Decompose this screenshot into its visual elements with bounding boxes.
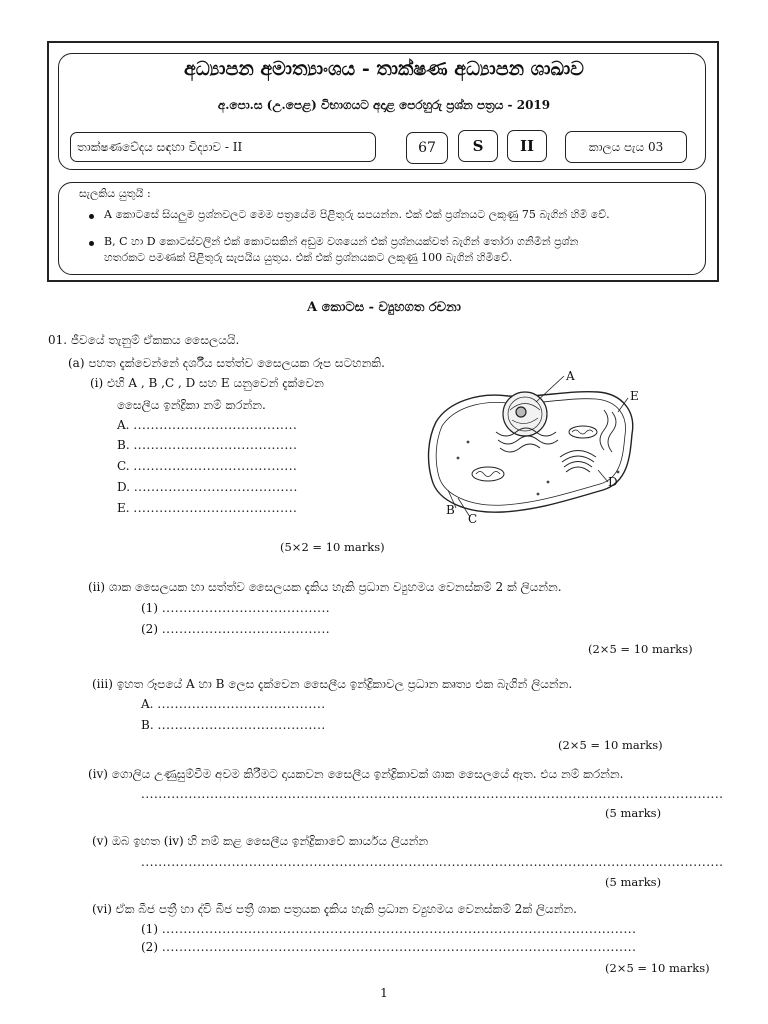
instructions-label: සැලකිය යුතුයි : [79,187,151,200]
instruction-item-2-line-1: B, C හා D කොටස්වලින් එක් කොටසකින් අඩුම වශයෙන් එක් ප්‍රශ්නයක්වත් බැගින් තෝරා ගනිමින් ප්‍රශ්න [104,235,579,248]
time-box [565,131,687,163]
answer-line-B[interactable]: B. ...................................... [117,438,298,452]
answer-line-iii-A[interactable]: A. ....................................... [141,697,326,711]
subject-name: තාක්ෂණවේදය සඳහා විද්‍යාව - II [77,139,243,154]
answer-line-ii-2[interactable]: (2) ....................................... [141,622,331,636]
answer-label: B. [141,718,154,732]
answer-label: C. [117,459,130,473]
answer-label: (2) [141,940,158,954]
instruction-item-2-line-2: හතරකට පමණක් පිළිතුරු සැපයිය යුතුය. එක් එක් ප්‍රශ්නයකට ලකුණු 100 බැගින් හිමිවේ. [104,251,513,264]
answer-line-A[interactable]: A. ...................................... [117,418,298,432]
animal-cell-diagram [418,362,650,530]
answer-line-iv[interactable]: ....................................................................................................................................... [141,787,724,801]
question-1a-v: (v) ඔබ ඉහත (iv) හි නම් කළ සෛලීය ඉන්ද්‍රිකාවේ කාර්යය ලියන්න [92,834,429,848]
question-1-stem: 01. ජීවයේ තැනුම් ඒකකය සෛලයයි. [48,333,240,347]
code-letter: S [472,137,484,155]
answer-label: (2) [141,622,158,636]
diagram-label-E: E [630,389,639,403]
answer-line-v[interactable]: ....................................................................................................................................... [141,855,724,869]
paper-number: II [519,137,535,155]
question-1a-iv: (iv) ගොලිය උණුසුම්වීම අවම කිරීමට දායකවන සෛලීය ඉන්ද්‍රිකාවක් ශාක සෛලයේ ඇත. එය නම් කරන්න. [88,767,624,781]
paper-number-box [507,130,547,162]
marks-iii: (2×5 = 10 marks) [558,738,663,752]
page-number: 1 [380,986,388,1000]
section-title: A කොටස - ව්‍යුහගත රචනා [307,300,461,315]
diagram-label-D: D [608,475,618,489]
subject-box [70,132,376,162]
answer-label: A. [117,418,130,432]
answer-label: (1) [141,601,158,615]
bullet-icon [89,241,94,246]
subject-code-box [406,132,448,164]
answer-line-vi-1[interactable]: (1) .............................................................................................................. [141,922,637,936]
question-1a-vi: (vi) ඒක බීජ පත්‍රී හා ද්වි බීජ පත්‍රී ශාක පත්‍රයක දැකිය හැකි ප්‍රධාන ව්‍යුහමය වෙනස්කම් 2ක් ලියන්න. [92,902,577,916]
answer-label: D. [117,480,131,494]
subject-code: 67 [418,140,436,156]
bullet-icon [89,214,94,219]
question-1a: (a) පහත දැක්වෙන්නේ දර්ශීය සත්ත්ව සෛලයක රූප සටහනකි. [68,356,385,370]
answer-line-D[interactable]: D. ...................................... [117,480,298,494]
time-allowed: කාලය පැය 03 [588,139,664,154]
code-letter-box [458,130,498,162]
exam-subtitle: අ.පො.ස (උ.පෙළ) විභාගයට අදාළ පෙරහුරු ප්‍රශ්න පත්‍රය - 2019 [217,98,551,112]
marks-v: (5 marks) [605,875,662,889]
answer-label: A. [141,697,154,711]
diagram-label-A: A [566,369,575,383]
marks-vi: (2×5 = 10 marks) [605,961,710,975]
ministry-title: අධ්‍යාපන අමාත්‍යාංශය - තාක්ෂණ අධ්‍යාපන ශාඛාව [184,58,584,80]
question-1a-ii: (ii) ශාක සෛලයක හා සත්ත්ව සෛලයක දැකිය හැකි ප්‍රධාන ව්‍යුහමය වෙනස්කම් 2 ක් ලියන්න. [88,580,562,594]
answer-line-iii-B[interactable]: B. ....................................... [141,718,326,732]
question-1a-iii: (iii) ඉහත රූපයේ A හා B ලෙස දැක්වෙන සෛලීය ඉන්ද්‍රිකාවල ප්‍රධාන කෘත්‍ය එක බැගින් ලියන්න. [92,677,573,691]
nucleus-shape [503,392,547,436]
answer-line-C[interactable]: C. ...................................... [117,459,298,473]
marks-iv: (5 marks) [605,806,662,820]
marks-ii: (2×5 = 10 marks) [588,642,693,656]
answer-line-E[interactable]: E. ...................................... [117,501,298,515]
answer-line-vi-2[interactable]: (2) .............................................................................................................. [141,940,637,954]
marks-i: (5×2 = 10 marks) [280,540,385,554]
answer-label: E. [117,501,130,515]
diagram-label-B: B [446,503,455,517]
question-1a-i-line-2: සෛලීය ඉන්ද්‍රිකා නම් කරන්න. [117,398,266,412]
answer-line-ii-1[interactable]: (1) ....................................... [141,601,331,615]
answer-label: (1) [141,922,158,936]
answer-label: B. [117,438,130,452]
question-1a-i-line-1: (i) එහි A , B ,C , D සහ E යනුවෙන් දැක්වෙන [90,376,324,390]
diagram-label-C: C [468,512,478,526]
instruction-item-1: A කොටසේ සියලුම ප්‍රශ්නවලට මෙම පත්‍රයේම පිළිතුරු සපයන්න. එක් එක් ප්‍රශ්නයට ලකුණු 75 බැගින් හිමි වේ. [104,208,610,221]
golgi-apparatus-shape [560,451,596,473]
